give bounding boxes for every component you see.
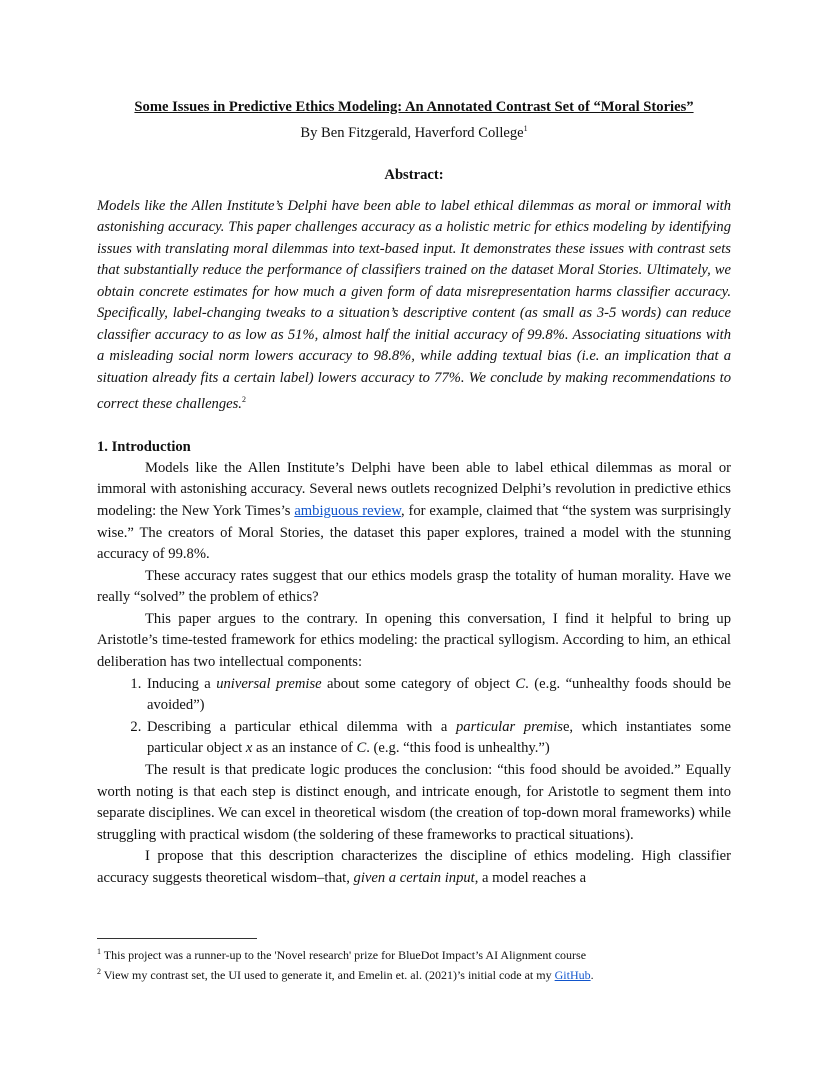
paragraph-text: , for example, claimed that “the system was surprisingly wise.” The creators of Moral Stories, the dataset this paper explores, trained a model with the stunning accuracy of 99.8%. xyxy=(97,502,732,563)
footnote-text: View my contrast set, the UI used to generate it, and Emelin et. al. (2021)’s initial code at my xyxy=(101,967,555,982)
list-emphasis: C xyxy=(515,675,526,692)
abstract-body: Models like the Allen Institute’s Delphi have been able to label ethical dilemmas as moral or immoral with astonishing accuracy. This paper challenges accuracy as a holistic metric for ethics modeling by identifying issues with translating moral dilemmas into text-based input. It demonstrates these issues with contrast sets that substantially reduce the performance of classifiers trained on the dataset Moral Stories. Ultimately, we obtain concrete estimates for how much a given form of data misrepresentation harms classifier accuracy. Specifically, label-changing tweaks to a situation’s descriptive content (as small as 3-5 words) can reduce classifier accuracy to as low as 51%, almost half the initial accuracy of 99.8%. Associating situations with a misleading social norm lowers accuracy to 98.8%, while adding textual bias (i.e. an implication that a situation already fits a certain label) lowers accuracy to 77%. We conclude by making recommendations to correct these challenges. xyxy=(97,197,731,413)
footnote-text: This project was a runner-up to the 'Novel research' prize for BlueDot Impact’s AI Alignment course xyxy=(101,948,587,962)
paragraph-emphasis: given a certain input xyxy=(353,870,475,886)
footnote-ref-2: 2 xyxy=(241,395,246,405)
intro-paragraph-4: The result is that predicate logic produces the conclusion: “this food should be avoided.” Equally worth noting is that each step is distinct enough, and intricate enough, for Aristotle to segment them into separate disciplines. We can excel in theoretical wisdom (the creation of top-down moral frameworks) while struggling with practical wisdom (the soldering of these frameworks to practical situations). xyxy=(97,762,731,843)
footnote-number: 1 xyxy=(97,947,101,956)
footnote-number: 2 xyxy=(97,966,101,976)
intro-paragraph-2: These accuracy rates suggest that our ethics models grasp the totality of human morality. Have we really “solved” the problem of ethics? xyxy=(97,567,731,606)
section-heading-introduction: 1. Introduction xyxy=(97,438,191,455)
list-item-particular-premise xyxy=(145,717,731,760)
list-emphasis: particular premis xyxy=(455,718,563,735)
github-link[interactable]: GitHub xyxy=(554,967,591,982)
footnote-1 xyxy=(97,944,731,964)
paper-title: Some Issues in Predictive Ethics Modeling: An Annotated Contrast Set of “Moral Stories” xyxy=(134,99,694,115)
list-emphasis: C xyxy=(356,740,367,757)
paragraph-text: I propose that this description characterizes the discipline of ethics modeling. High classifier accuracy suggests theoretical wisdom–that, xyxy=(97,848,731,886)
list-text: as an instance of xyxy=(252,740,357,757)
list-emphasis: x xyxy=(245,740,253,757)
intro-paragraph-1 xyxy=(97,458,731,566)
ambiguous-review-link[interactable]: ambiguous review xyxy=(294,502,401,519)
list-text: Describing a particular ethical dilemma with a xyxy=(147,718,456,735)
list-text: about some category of object xyxy=(321,675,516,692)
byline-text: By Ben Fitzgerald, Haverford College xyxy=(300,124,524,141)
footnotes xyxy=(97,944,731,983)
paragraph-text: , a model reaches a xyxy=(474,870,587,886)
list-text: e, which instantiates some particular object xyxy=(147,718,731,757)
intro-paragraph-3: This paper argues to the contrary. In opening this conversation, I find it helpful to bring up Aristotle’s time-tested framework for ethics modeling: the practical syllogism. According to him, an ethical deliberation has two intellectual components: xyxy=(97,610,731,671)
paragraph-text: Models like the Allen Institute’s Delphi have been able to label ethical dilemmas as moral or immoral with astonishing accuracy. Several news outlets recognized Delphi’s revolution in predictive ethics modeling: the New York Times’s xyxy=(97,459,731,519)
byline xyxy=(97,118,731,144)
list-text: Inducing a xyxy=(147,675,217,692)
intro-paragraph-5 xyxy=(97,846,731,889)
abstract-heading: Abstract: xyxy=(384,166,444,183)
footnote-ref-1: 1 xyxy=(523,124,528,133)
list-text: . (e.g. “unhealthy foods should be avoided”) xyxy=(147,675,731,714)
list-item-universal-premise xyxy=(145,674,731,717)
footnote-text: . xyxy=(590,967,594,982)
paper-page xyxy=(97,96,731,890)
list-emphasis: universal premise xyxy=(216,675,322,692)
abstract-text xyxy=(97,196,731,416)
list-text: . (e.g. “this food is unhealthy.”) xyxy=(366,740,550,757)
premise-list xyxy=(97,674,731,760)
footnote-2 xyxy=(97,964,731,984)
footnote-divider xyxy=(97,938,257,939)
